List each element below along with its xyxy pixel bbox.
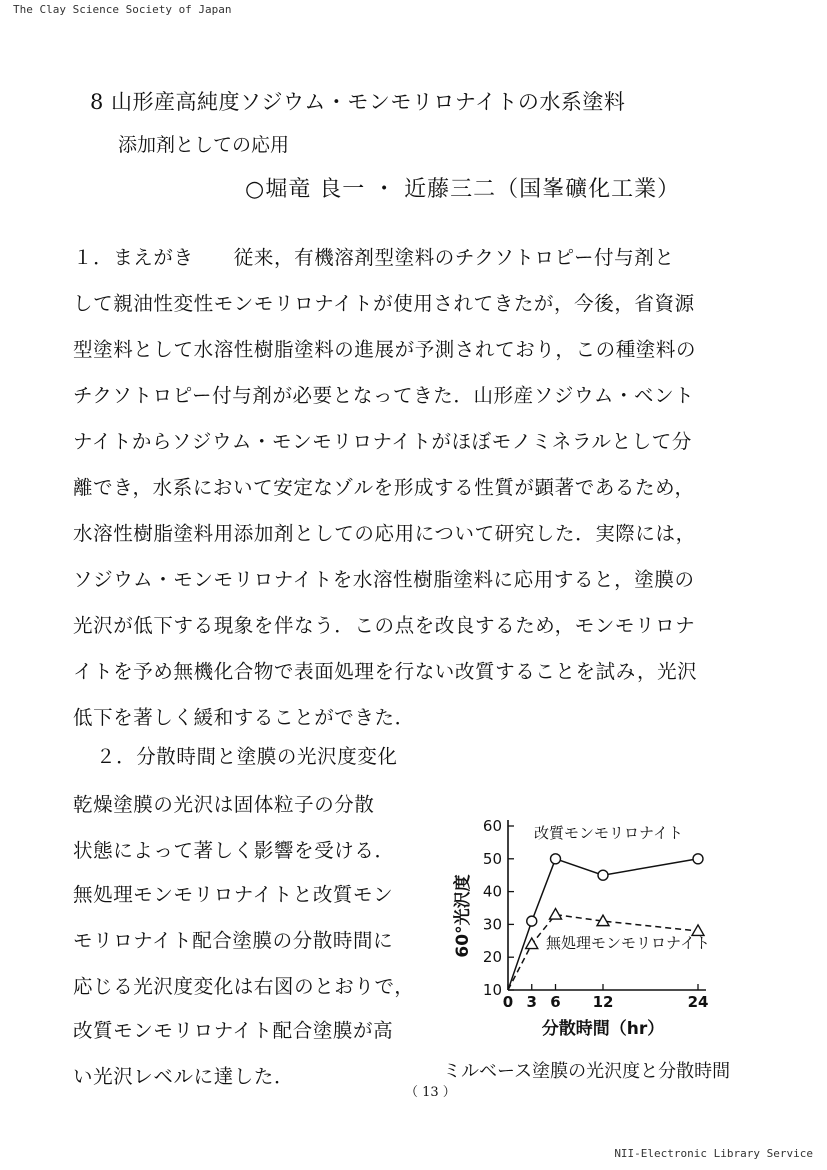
x-tick-label: 24 [687, 993, 709, 1011]
data-point-circle [551, 854, 561, 864]
data-point-triangle [526, 938, 538, 949]
section-2-line: 改質モンモリロナイト配合塗膜が高 [73, 1019, 394, 1042]
intro-line: ソジウム・モンモリロナイトを水溶性樹脂塗料に応用すると，塗膜の [73, 568, 695, 591]
page-number: （ 13 ） [405, 1085, 456, 1100]
intro-line: 水溶性樹脂塗料用添加剤としての応用について研究した．実際には， [73, 522, 696, 545]
y-tick-label: 30 [482, 915, 502, 934]
x-tick-label: 12 [592, 993, 614, 1011]
chart-y-label: 60°光沢度 [453, 874, 473, 958]
chart-caption: ミルベース塗膜の光沢度と分散時間 [443, 1061, 731, 1082]
section-2-line: 乾燥塗膜の光沢は固体粒子の分散 [73, 793, 375, 816]
data-point-circle [598, 870, 608, 880]
chart-x-label: 分散時間（hr） [541, 1019, 665, 1039]
intro-line: 型塗料として水溶性樹脂塗料の進展が予測されており，この種塗料の [73, 338, 697, 361]
section-2-heading: ２．分散時間と塗膜の光沢度変化 [96, 745, 398, 768]
y-tick-label: 40 [482, 882, 502, 901]
section-2-line: 状態によって著しく影響を受ける． [73, 839, 395, 862]
intro-line: チクソトロピー付与剤が必要となってきた．山形産ソジウム・ベント [73, 384, 695, 407]
section-2-line: い光沢レベルに達した． [73, 1065, 295, 1088]
y-tick-label: 60 [482, 817, 502, 835]
chart-x-ticks [503, 984, 709, 1011]
paper-title-line-2: 添加剤としての応用 [118, 134, 290, 156]
intro-line: 光沢が低下する現象を伴なう．この点を改良するため，モンモリロナ [73, 614, 696, 637]
section-2-line: 応じる光沢度変化は右図のとおりで， [73, 975, 415, 998]
section-2-line: 無処理モンモリロナイトと改質モン [73, 883, 394, 906]
legend-modified-montmorillonite: 改質モンモリロナイト [534, 824, 683, 842]
intro-line: １．まえがき 従来，有機溶剤型塗料のチクソトロピー付与剤と [73, 246, 675, 269]
chart-series [508, 854, 704, 990]
x-tick-label: 6 [550, 993, 561, 1011]
intro-line: イトを予め無機化合物で表面処理を行ない改質することを試み，光沢 [73, 660, 698, 683]
footer-service: NII-Electronic Library Service [614, 1147, 813, 1160]
y-tick-label: 50 [482, 849, 502, 868]
data-point-circle [693, 854, 703, 864]
y-tick-label: 20 [482, 948, 502, 967]
journal-header: The Clay Science Society of Japan [13, 3, 232, 16]
gloss-vs-dispersion-chart [448, 806, 768, 1046]
intro-line: ナイトからソジウム・モンモリロナイトがほぼモノミネラルとして分 [73, 430, 693, 453]
section-2-line: モリロナイト配合塗膜の分散時間に [73, 929, 394, 952]
paper-title-line-1: 8 山形産高純度ソジウム・モンモリロナイトの水系塗料 [90, 90, 626, 114]
intro-line: 低下を著しく緩和することができた． [73, 706, 415, 729]
x-tick-label: 0 [502, 993, 514, 1011]
legend-untreated-montmorillonite: 無処理モンモリロナイト [546, 934, 710, 952]
x-tick-label: 3 [526, 993, 537, 1011]
data-point-triangle [550, 909, 562, 920]
data-point-circle [527, 916, 537, 926]
y-tick-label: 10 [482, 981, 502, 999]
intro-line: 離でき，水系において安定なゾルを形成する性質が顕著であるため， [73, 476, 695, 499]
intro-line: して親油性変性モンモリロナイトが使用されてきたが，今後，省資源 [73, 292, 695, 315]
chart-y-ticks [483, 817, 514, 999]
authors: ○堀竜 良一 ・ 近藤三二（国峯礦化工業） [245, 177, 681, 202]
